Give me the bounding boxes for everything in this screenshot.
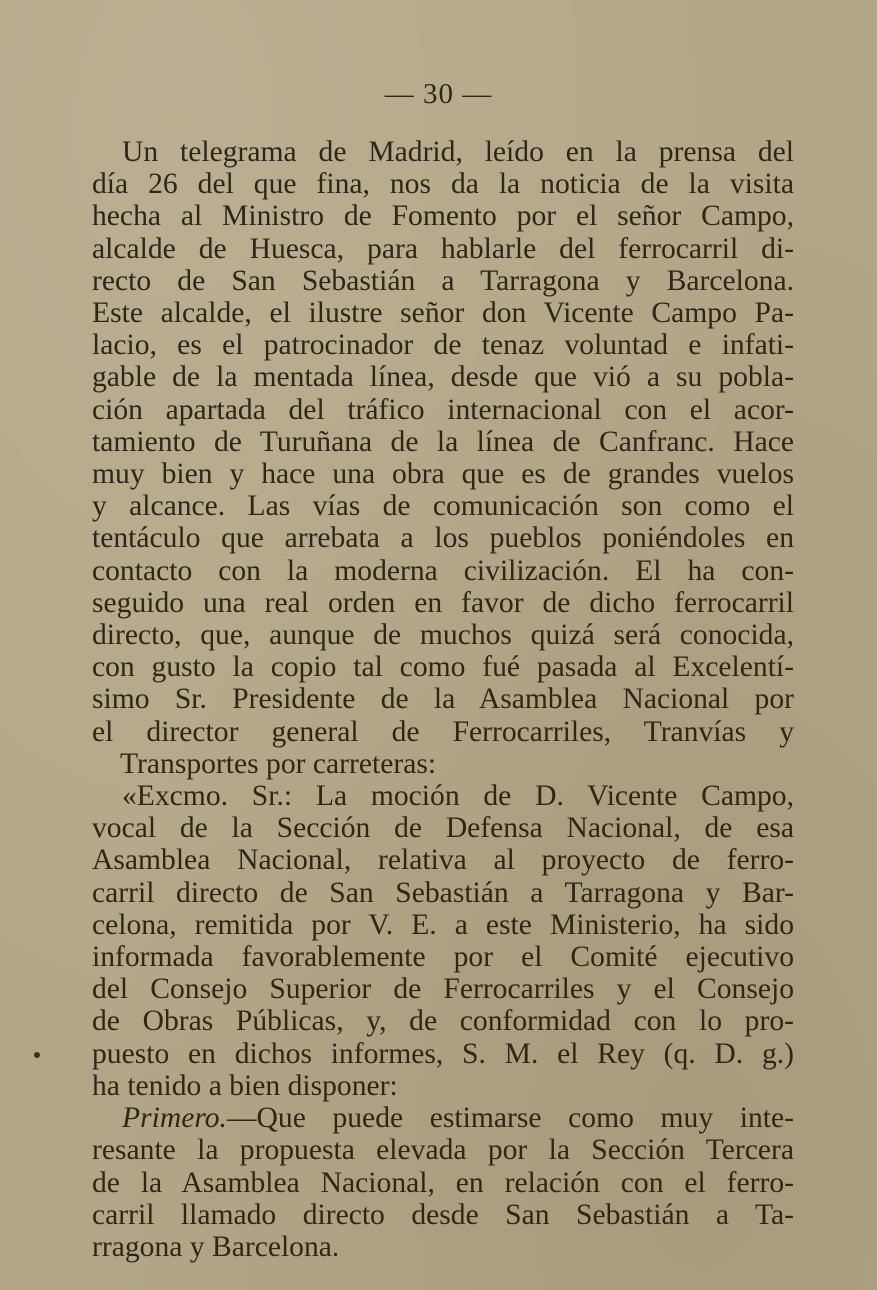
text-line: de la Asamblea Nacional, en relación con el ferro- [92,1166,794,1199]
text-line: hecha al Ministro de Fomento por el señor Campo, [92,200,794,233]
text-line: informada favorablemente por el Comité ejecutivo [92,941,794,974]
text-line: resante la propuesta elevada por la Sección Tercera [92,1134,794,1167]
text-line: tentáculo que arrebata a los pueblos poniéndoles en [92,522,794,555]
text-line: vocal de la Sección de Defensa Nacional, de esa [92,812,794,845]
text-line: muy bien y hace una obra que es de grandes vuelos [92,458,794,491]
text-line: «Excmo. Sr.: La moción de D. Vicente Campo, [122,780,794,813]
text-line: seguido una real orden en favor de dicho ferrocarril [92,586,794,619]
text-line: del Consejo Superior de Ferrocarriles y el Consejo [92,973,794,1006]
text-line: puesto en dichos informes, S. M. el Rey (q. D. g.) [92,1037,794,1070]
paragraph-2 [92,780,794,1102]
page-number: — 30 — [384,78,493,110]
text-line: y alcance. Las vías de comunicación son como el [92,490,794,523]
text-line: el director general de Ferrocarriles, Tranvías y [92,715,794,748]
text-line [92,1102,794,1134]
text-line: Este alcalde, el ilustre señor don Vicente Campo Pa- [92,297,794,330]
text-line: Un telegrama de Madrid, leído en la prensa del [122,136,794,168]
section-lead: Primero. [122,1102,227,1135]
text-line: Transportes por carreteras: [120,747,437,780]
text-line: día 26 del que fina, nos da la noticia de la visita [92,168,794,201]
text-line: carril llamado directo desde San Sebastián a Ta- [92,1198,794,1231]
text-line: ha tenido a bien disponer: [92,1069,398,1102]
text-line: de Obras Públicas, y, de conformidad con lo pro- [92,1005,794,1038]
text-line: directo, que, aunque de muchos quizá será conocida, [92,619,794,652]
ink-spot [34,1052,40,1058]
text-line: ción apartada del tráfico internacional con el acor- [92,393,794,426]
text-line: celona, remitida por V. E. a este Ministerio, ha sido [92,908,794,941]
body-text [92,136,794,1263]
text-line: simo Sr. Presidente de la Asamblea Nacional por [92,683,794,716]
text-line: lacio, es el patrocinador de tenaz voluntad e infati- [92,329,794,362]
text-line: contacto con la moderna civilización. El ha con- [92,554,794,587]
text-line: gable de la mentada línea, desde que vió a su pobla- [92,361,794,394]
text-line: con gusto la copio tal como fué pasada al Excelentí- [92,651,794,684]
paragraph-3 [92,1102,794,1263]
text-line: carril directo de San Sebastián a Tarragona y Bar- [92,876,794,909]
text-run: —Que puede estimarse como muy inte- [226,1102,794,1135]
text-line: recto de San Sebastián a Tarragona y Barcelona. [92,264,794,297]
paragraph-1 [92,136,794,780]
text-line: rragona y Barcelona. [92,1230,340,1263]
text-line: tamiento de Turuñana de la línea de Canfranc. Hace [92,425,794,458]
text-line: Asamblea Nacional, relativa al proyecto de ferro- [92,844,794,877]
text-line: alcalde de Huesca, para hablarle del ferrocarril di- [92,232,794,265]
